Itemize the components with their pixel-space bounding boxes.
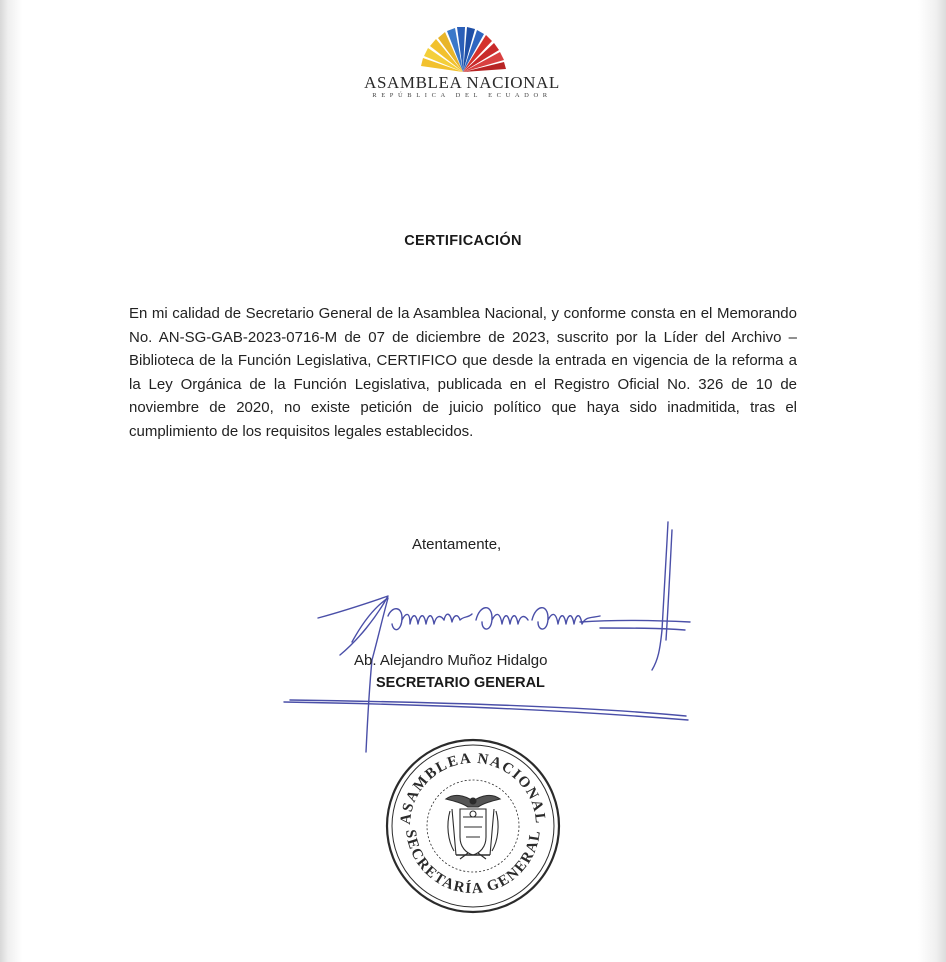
signer-role: SECRETARIO GENERAL [376,675,545,691]
official-seal-icon [384,737,562,915]
seal-top-text: ASAMBLEA NACIONAL [397,750,549,826]
asamblea-sunburst-logo-icon [418,24,508,76]
signer-name: Ab. Alejandro Muñoz Hidalgo [354,652,548,669]
seal-bottom-text: SECRETARÍA GENERAL [401,828,545,898]
handwritten-signature-icon [280,520,700,760]
letterhead [0,0,946,110]
closing-salutation: Atentamente, [412,536,502,553]
document-title: CERTIFICACIÓN [404,233,522,249]
org-subtitle: REPÚBLICA DEL ECUADOR [372,92,552,99]
org-name: ASAMBLEA NACIONAL [364,73,560,92]
certification-body: En mi calidad de Secretario General de la Asamblea Nacional, y conforme consta en el Memorando No. AN-SG-GAB-2023-0716-M de 07 de diciembre de 2023, suscrito por la Líder del Archivo – Biblioteca de la Función Legislativa, CERTIFICO que desde la entrada en vigencia de la reforma a la Ley Orgánica de la Función Legislativa, publicada en el Registro Oficial No. 326 de 10 de noviembre de 2020, no existe petición de juicio político que haya sido inadmitida, tras el cumplimiento de los requisitos legales establecidos. [129,305,797,440]
